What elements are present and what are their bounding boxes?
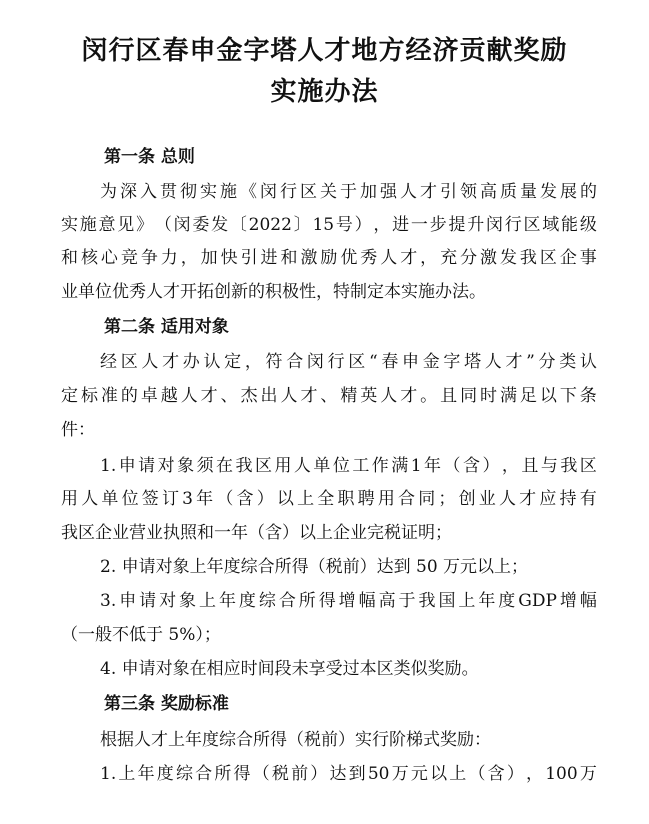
article-2-line-3: 件： bbox=[61, 420, 95, 440]
article-2-item-3-line-1: 3. 申 请 对 象 上 年 度 综 合 所 得 增 幅 高 于 我 国 上 年 度 GDP 增 幅 bbox=[100, 591, 597, 611]
article-2-item-1-line-2: 用 人 单 位 签 订 3 年 （ 含 ） 以 上 全 职 聘 用 合 同 ； 创 业 人 才 应 持 有 bbox=[61, 489, 597, 509]
document-title-line-1: 闵行区春申金字塔人才地方经济贡献奖励 bbox=[81, 36, 568, 66]
article-2-line-1: 经 区 人 才 办 认 定 ， 符 合 闵 行 区 “ 春 申 金 字 塔 人 才 ” 分 类 认 bbox=[100, 352, 597, 372]
article-1-line-3: 和 核 心 竞 争 力 ， 加 快 引 进 和 激 励 优 秀 人 才 ， 充 分 激 发 我 区 企 事 bbox=[61, 248, 597, 268]
article-2-item-1-line-3: 我区企业营业执照和一年（含）以上企业完税证明； bbox=[61, 523, 452, 543]
article-2-heading: 第二条 适用对象 bbox=[104, 317, 229, 337]
article-1-line-1: 为 深 入 贯 彻 实 施 《 闵 行 区 关 于 加 强 人 才 引 领 高 质 量 发 展 的 bbox=[100, 182, 597, 202]
article-1-line-2: 实 施 意 见 》 （ 闵 委 发 〔 2022 〕 15 号 ） ， 进 一 步 提 升 闵 行 区 域 能 级 bbox=[61, 215, 597, 235]
document-title-line-2: 实施办法 bbox=[270, 77, 379, 107]
article-3-line-1: 根据人才上年度综合所得（税前）实行阶梯式奖励： bbox=[100, 730, 491, 750]
article-2-item-2-line-1: 2. 申请对象上年度综合所得（税前）达到 50 万元以上； bbox=[100, 557, 529, 577]
article-3-line-2: 1. 上 年 度 综 合 所 得 （ 税 前 ） 达 到 50 万 元 以 上 （ 含 ） ， 100 万 bbox=[100, 764, 597, 784]
article-2-item-1-line-1: 1. 申 请 对 象 须 在 我 区 用 人 单 位 工 作 满 1 年 （ 含 ） ， 且 与 我 区 bbox=[100, 456, 597, 476]
article-2-line-2: 定 标 准 的 卓 越 人 才 、 杰 出 人 才 、 精 英 人 才 。 且 同 时 满 足 以 下 条 bbox=[61, 386, 597, 406]
article-1-line-4: 业单位优秀人才开拓创新的积极性，特制定本实施办法。 bbox=[61, 282, 486, 302]
article-2-item-3-line-2: （一般不低于 5%）； bbox=[61, 625, 221, 645]
article-3-heading: 第三条 奖励标准 bbox=[104, 694, 229, 714]
article-1-heading: 第一条 总则 bbox=[104, 147, 195, 167]
article-2-item-4-line-1: 4. 申请对象在相应时间段未享受过本区类似奖励。 bbox=[100, 659, 479, 679]
